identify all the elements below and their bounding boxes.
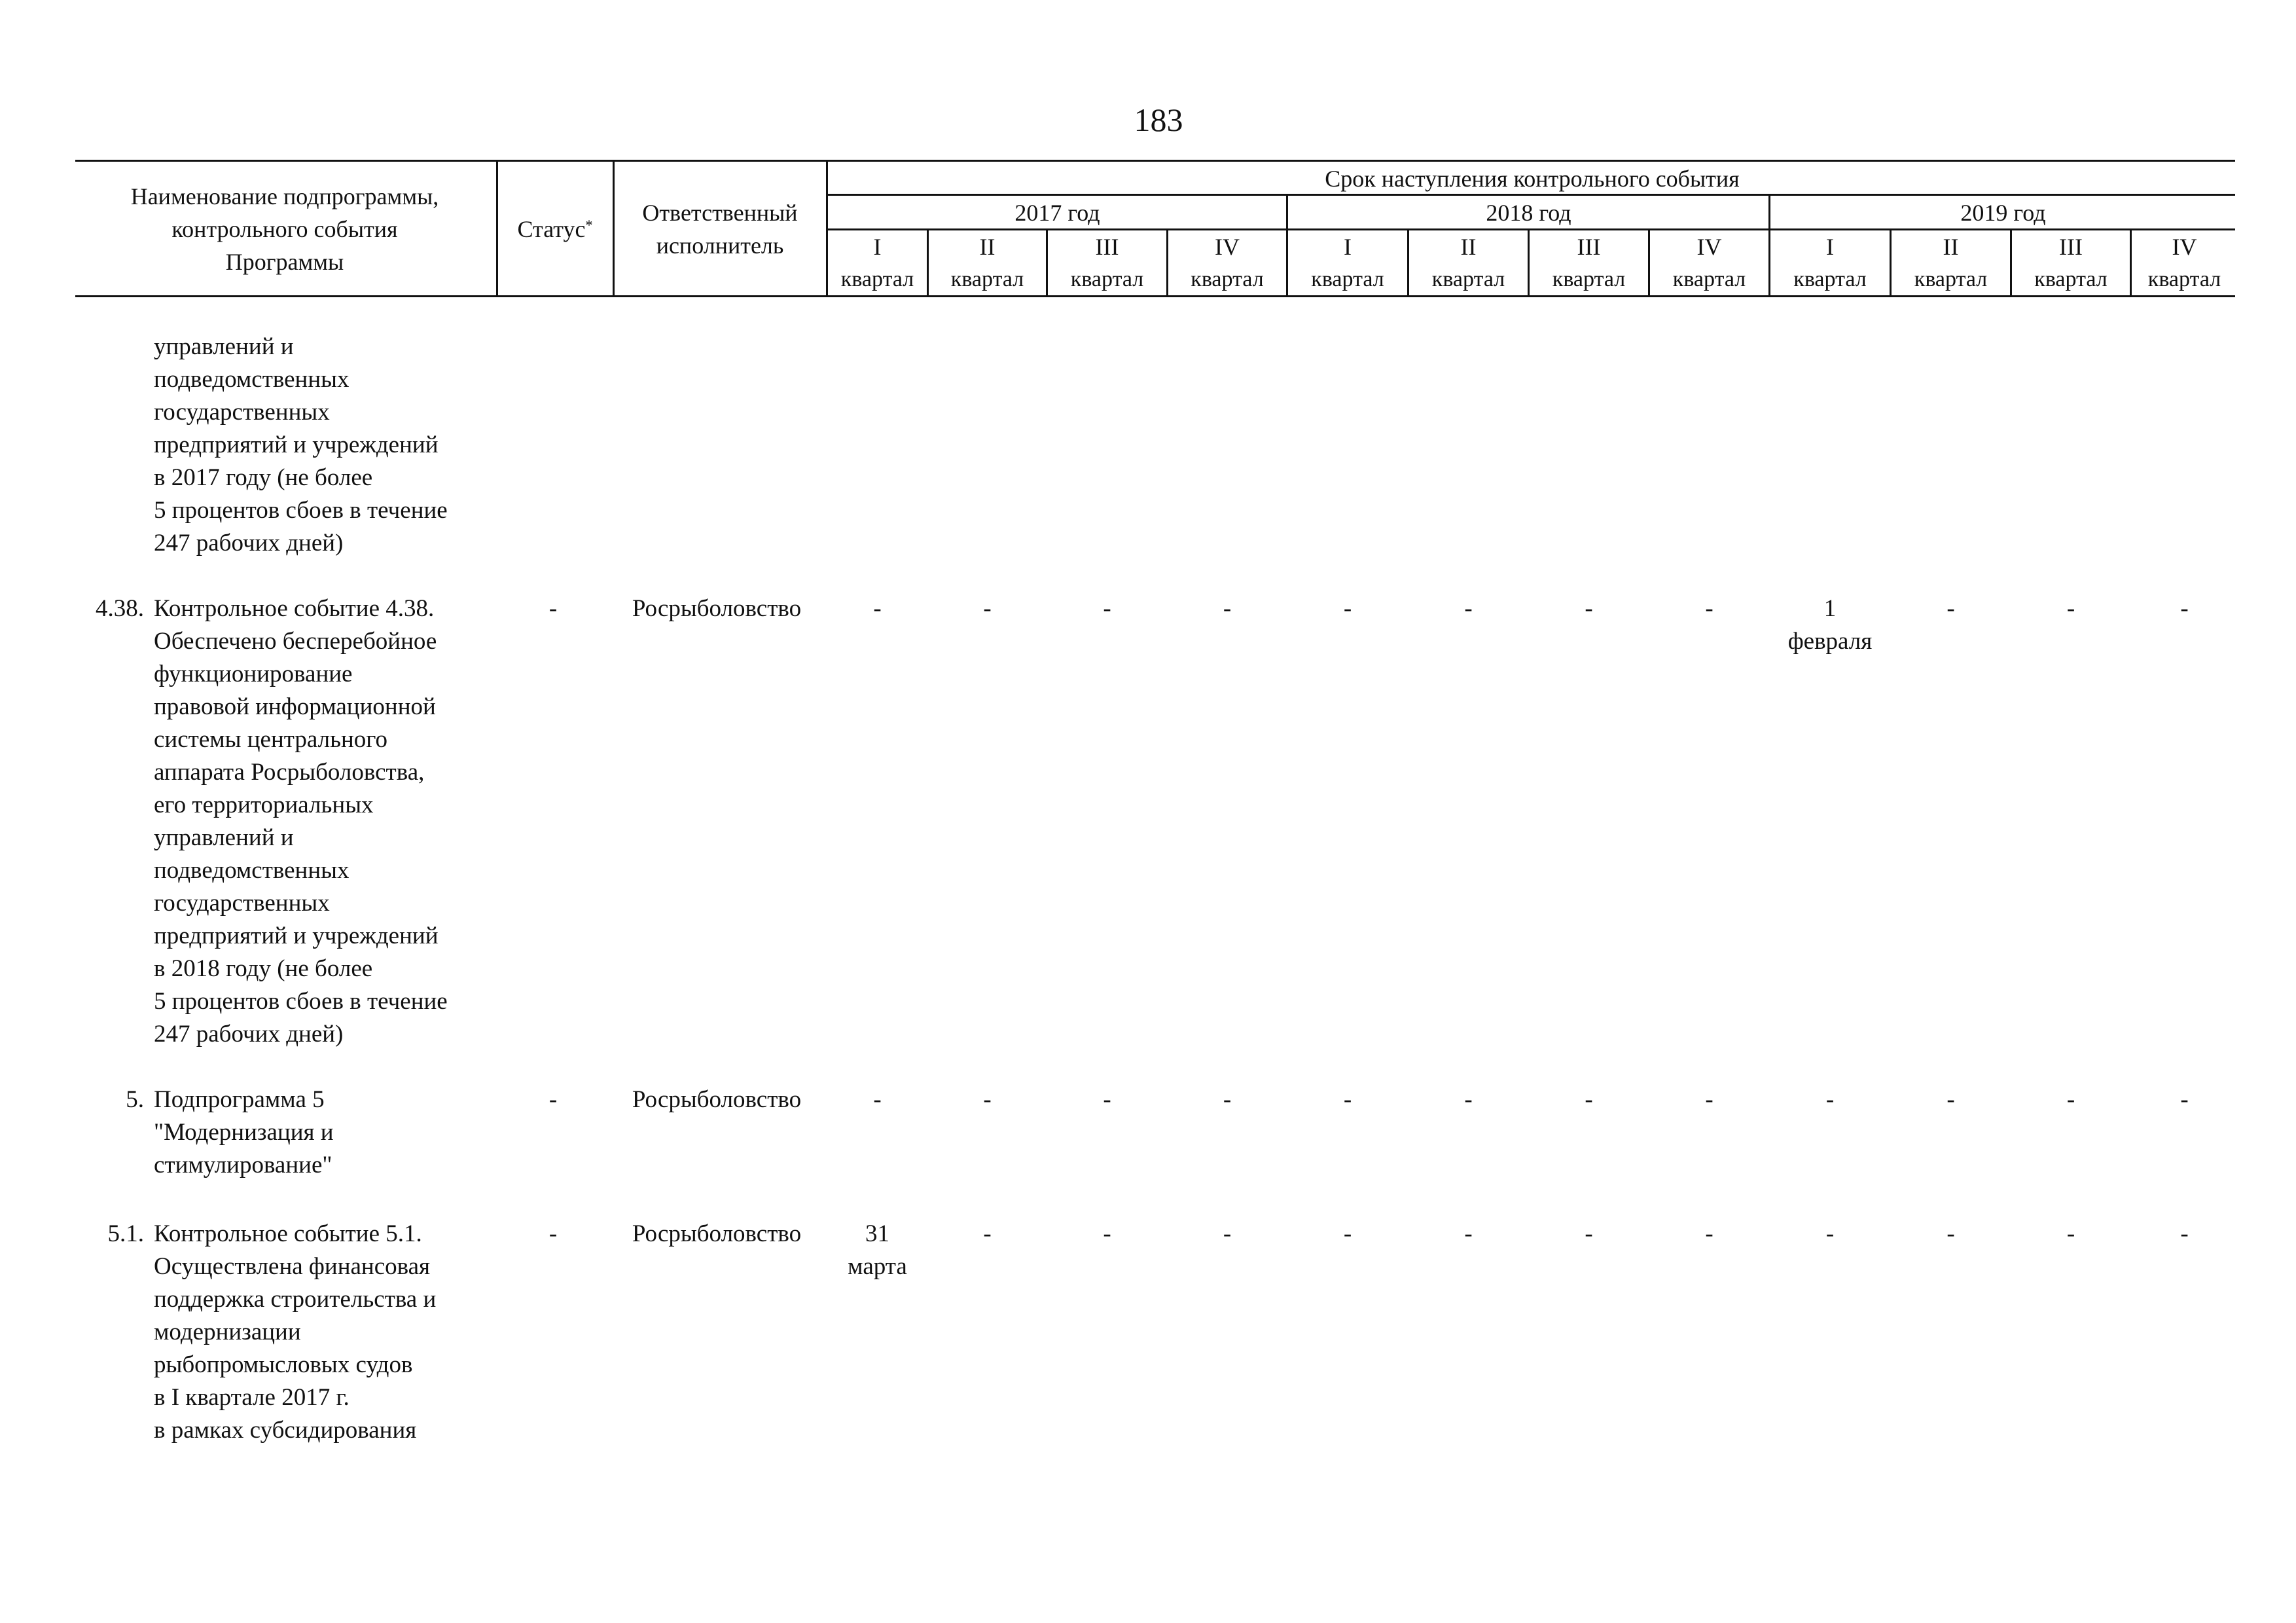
header-year-2019: 2019 год bbox=[1960, 200, 2046, 226]
page-number: 183 bbox=[1134, 101, 1183, 138]
header-quarter-word: квартал bbox=[1311, 267, 1384, 291]
header-status-label: Статус bbox=[517, 216, 586, 242]
header-quarter-word: квартал bbox=[950, 267, 1024, 291]
header-quarter-numeral: I bbox=[873, 234, 882, 260]
header-name-col: Наименование подпрограммы, контрольного события Программы bbox=[130, 183, 439, 275]
row-name: Контрольное событие 5.1. Осуществлена финансовая поддержка строительства и модернизации рыбопромысловых судов в I квартале 2017 г. в рамках субсидирования bbox=[154, 1220, 437, 1444]
header-resp-col: Ответственный исполнитель bbox=[642, 200, 798, 259]
row-quarter-value: - bbox=[983, 1220, 992, 1247]
row-quarter-value: - bbox=[1103, 1220, 1111, 1247]
header-quarter-numeral: III bbox=[2059, 234, 2083, 260]
row-quarter-value: 1 февраля bbox=[1787, 595, 1873, 655]
header-deadline-title: Срок наступления контрольного события bbox=[1325, 166, 1740, 192]
row-quarter-value: - bbox=[983, 1086, 992, 1113]
row-name: Контрольное событие 4.38. Обеспечено бесперебойное функционирование правовой информационной системы центрального аппарата Росрыболовства, его территориальных управлений и подведомственных государственных предприятий и учреждений в 2018 году (не более 5 процентов сбоев в течение 247 рабочих дней) bbox=[154, 595, 448, 1048]
header-quarter-word: квартал bbox=[1191, 267, 1264, 291]
row-quarter-value: - bbox=[2066, 1086, 2075, 1113]
header-quarter-numeral: III bbox=[1577, 234, 1601, 260]
header-quarter-numeral: II bbox=[1943, 234, 1959, 260]
row-responsible: Росрыболовство bbox=[632, 595, 802, 622]
header-quarter-numeral: I bbox=[1826, 234, 1834, 260]
header-quarter-word: квартал bbox=[1431, 267, 1505, 291]
row-number: 4.38. bbox=[96, 595, 144, 622]
row-quarter-value: - bbox=[1223, 595, 1232, 622]
row-quarter-value: - bbox=[1464, 595, 1473, 622]
row-quarter-value: - bbox=[1464, 1220, 1473, 1247]
row-quarter-value: - bbox=[983, 595, 992, 622]
row-quarter-value: - bbox=[2180, 1086, 2189, 1113]
row-quarter-value: - bbox=[1223, 1220, 1232, 1247]
header-year-2018: 2018 год bbox=[1486, 200, 1571, 226]
row-quarter-value: - bbox=[1585, 1086, 1593, 1113]
row-quarter-value: - bbox=[1585, 1220, 1593, 1247]
header-quarter-numeral: IV bbox=[2172, 234, 2197, 260]
row-responsible: Росрыболовство bbox=[632, 1086, 802, 1113]
header-quarter-numeral: II bbox=[979, 234, 996, 260]
row-quarter-value: - bbox=[1343, 595, 1352, 622]
row-quarter-value: - bbox=[873, 1086, 882, 1113]
header-quarter-word: квартал bbox=[840, 267, 914, 291]
header-quarter-word: квартал bbox=[1672, 267, 1746, 291]
header-quarter-word: квартал bbox=[1552, 267, 1626, 291]
row-quarter-value: - bbox=[1343, 1220, 1352, 1247]
row-number: 5.1. bbox=[107, 1220, 144, 1247]
row-quarter-value: - bbox=[873, 595, 882, 622]
row-status: - bbox=[548, 1086, 558, 1113]
row-quarter-value: - bbox=[1585, 595, 1593, 622]
header-top-rule bbox=[75, 160, 2235, 162]
row-quarter-value: - bbox=[2066, 595, 2075, 622]
status-col-left-border bbox=[496, 160, 498, 297]
header-quarter-numeral: IV bbox=[1696, 234, 1722, 260]
row-name: Подпрограмма 5 "Модернизация и стимулирование" bbox=[154, 1086, 334, 1178]
header-status-footnote-mark: * bbox=[585, 217, 593, 233]
header-quarter-numeral: IV bbox=[1215, 234, 1240, 260]
row-quarter-value: - bbox=[1103, 595, 1111, 622]
row-quarter-value: - bbox=[1223, 1086, 1232, 1113]
header-quarter-numeral: III bbox=[1095, 234, 1119, 260]
header-quarter-word: квартал bbox=[1793, 267, 1867, 291]
row-quarter-value: - bbox=[1825, 1086, 1835, 1113]
row-quarter-value: - bbox=[1705, 1220, 1713, 1247]
header-status-col bbox=[499, 213, 611, 246]
row-quarter-value: 31 марта bbox=[848, 1220, 907, 1280]
row-quarter-value: - bbox=[2066, 1220, 2075, 1247]
header-quarter-word: квартал bbox=[1070, 267, 1144, 291]
row-status: - bbox=[548, 1220, 558, 1247]
row-quarter-value: - bbox=[1705, 595, 1713, 622]
header-quarter-numeral: II bbox=[1460, 234, 1477, 260]
row-status: - bbox=[548, 595, 558, 622]
row-quarter-value: - bbox=[1343, 1086, 1352, 1113]
row-name: управлений и подведомственных государственных предприятий и учреждений в 2017 году (не более 5 процентов сбоев в течение 247 рабочих дней) bbox=[154, 333, 448, 556]
row-responsible: Росрыболовство bbox=[632, 1220, 802, 1247]
resp-col-left-border bbox=[613, 160, 615, 297]
row-quarter-value: - bbox=[1946, 1220, 1955, 1247]
row-quarter-value: - bbox=[1464, 1086, 1473, 1113]
row-quarter-value: - bbox=[1103, 1086, 1111, 1113]
row-quarter-value: - bbox=[1946, 1086, 1955, 1113]
row-quarter-value: - bbox=[2180, 595, 2189, 622]
row-number: 5. bbox=[126, 1086, 144, 1113]
header-quarter-word: квартал bbox=[2147, 267, 2221, 291]
header-quarter-numeral: I bbox=[1344, 234, 1352, 260]
header-quarter-word: квартал bbox=[1914, 267, 1988, 291]
row-quarter-value: - bbox=[1825, 1220, 1835, 1247]
header-quarter-word: квартал bbox=[2034, 267, 2108, 291]
row-quarter-value: - bbox=[1946, 595, 1955, 622]
row-quarter-value: - bbox=[2180, 1220, 2189, 1247]
header-year-2017: 2017 год bbox=[1014, 200, 1100, 226]
row-quarter-value: - bbox=[1705, 1086, 1713, 1113]
